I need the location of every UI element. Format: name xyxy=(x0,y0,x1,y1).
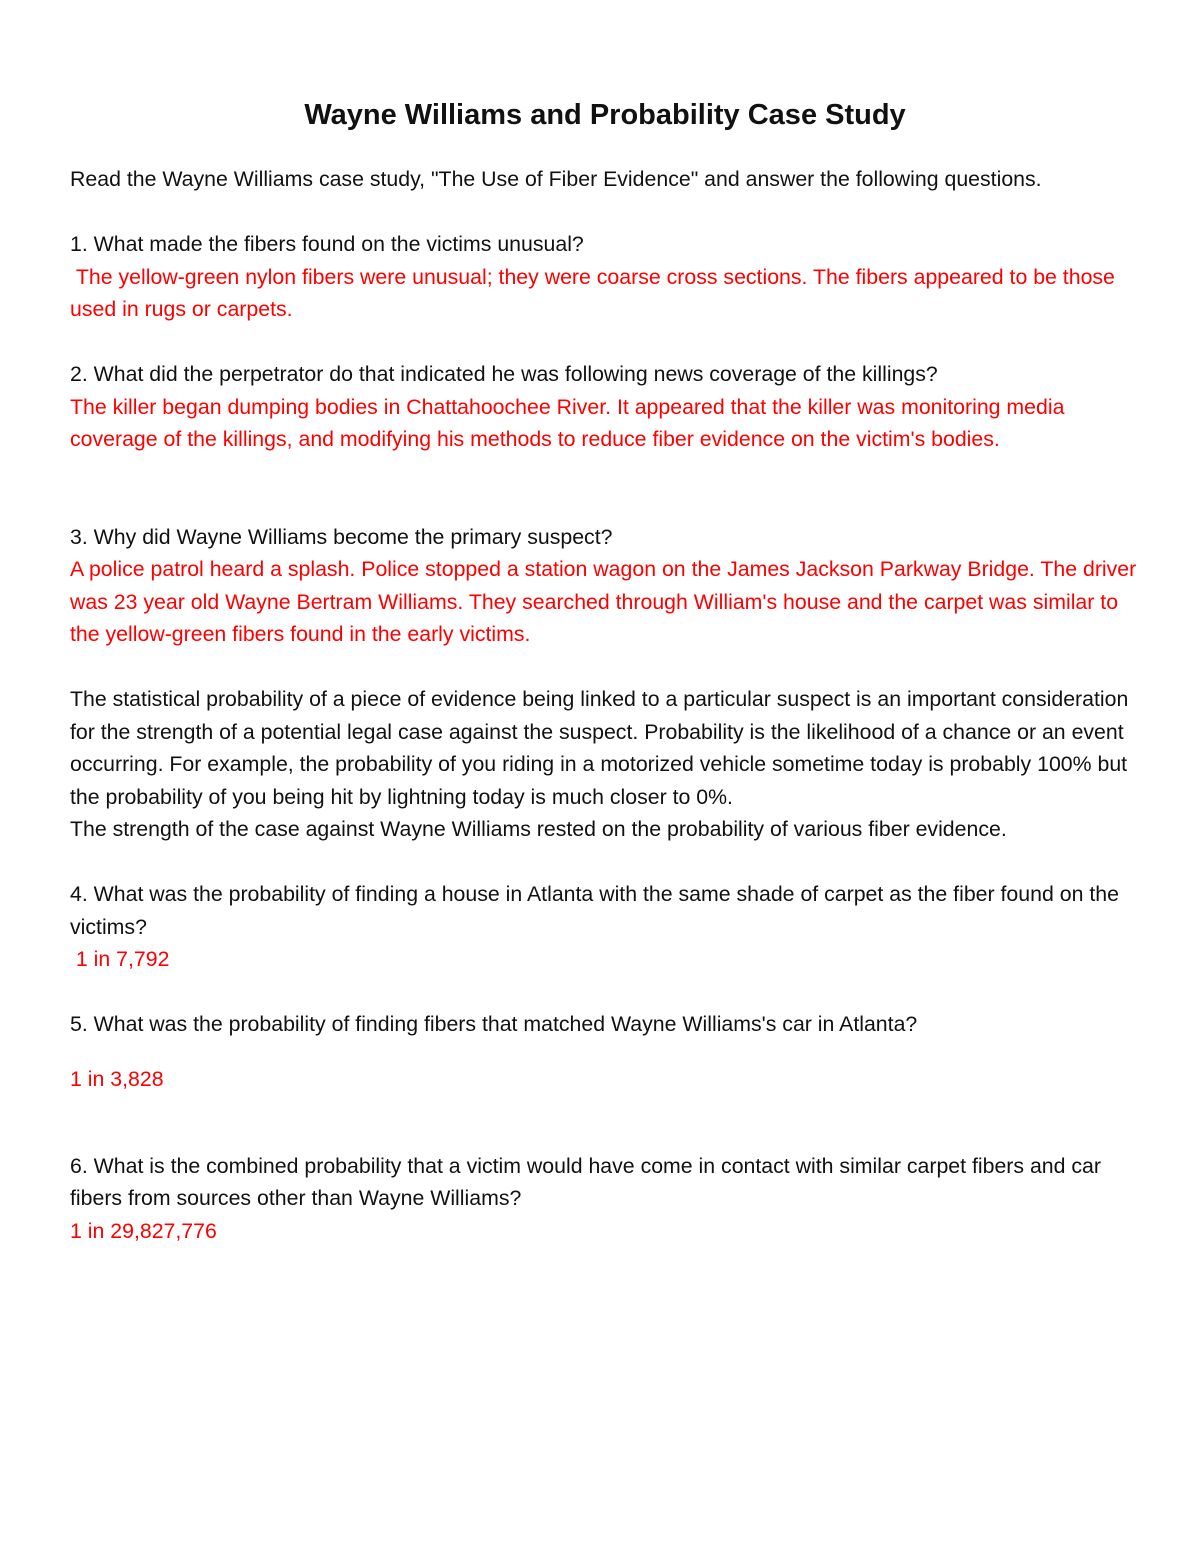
answer-1: The yellow-green nylon fibers were unusual; they were coarse cross sections. The fibers appeared to be those used in rugs or carpets. xyxy=(70,264,1121,321)
question-5: 5. What was the probability of finding fibers that matched Wayne Williams's car in Atlanta? xyxy=(70,1012,918,1036)
probability-paragraph: The statistical probability of a piece of evidence being linked to a particular suspect is an important consideration for the strength of a potential legal case against the suspect. Probability is the likelihood of a chance or an event occurring. For example, the probability of you riding in a motorized vehicle sometime today is probably 100% but the probability of you being hit by lightning today is much closer to 0%. xyxy=(70,687,1129,809)
question-6: 6. What is the combined probability that a victim would have come in contact with similar carpet fibers and car fibers from sources other than Wayne Williams? xyxy=(70,1153,1101,1210)
answer-5: 1 in 3,828 xyxy=(70,1066,164,1091)
question-3: 3. Why did Wayne Williams become the primary suspect? xyxy=(70,524,613,549)
document-page xyxy=(70,95,1140,1247)
answer-3: A police patrol heard a splash. Police stopped a station wagon on the James Jackson Parkway Bridge. The driver was 23 year old Wayne Bertram Williams. They searched through William's house and the carpet was similar to the yellow-green fibers found in the early victims. xyxy=(70,557,1137,646)
intro-text: Read the Wayne Williams case study, "The Use of Fiber Evidence" and answer the following questions. xyxy=(70,167,1042,191)
question-2: 2. What did the perpetrator do that indicated he was following news coverage of the killings? xyxy=(70,362,938,386)
question-4: 4. What was the probability of finding a house in Atlanta with the same shade of carpet as the fiber found on the victims? xyxy=(70,882,1119,939)
question-1: 1. What made the fibers found on the victims unusual? xyxy=(70,232,584,256)
answer-6: 1 in 29,827,776 xyxy=(70,1218,217,1243)
answer-4: 1 in 7,792 xyxy=(70,947,170,971)
document-title: Wayne Williams and Probability Case Study xyxy=(304,99,906,131)
strength-paragraph: The strength of the case against Wayne Williams rested on the probability of various fiber evidence. xyxy=(70,817,1007,841)
answer-2: The killer began dumping bodies in Chattahoochee River. It appeared that the killer was monitoring media coverage of the killings, and modifying his methods to reduce fiber evidence on the victim's bodies. xyxy=(70,394,1065,451)
